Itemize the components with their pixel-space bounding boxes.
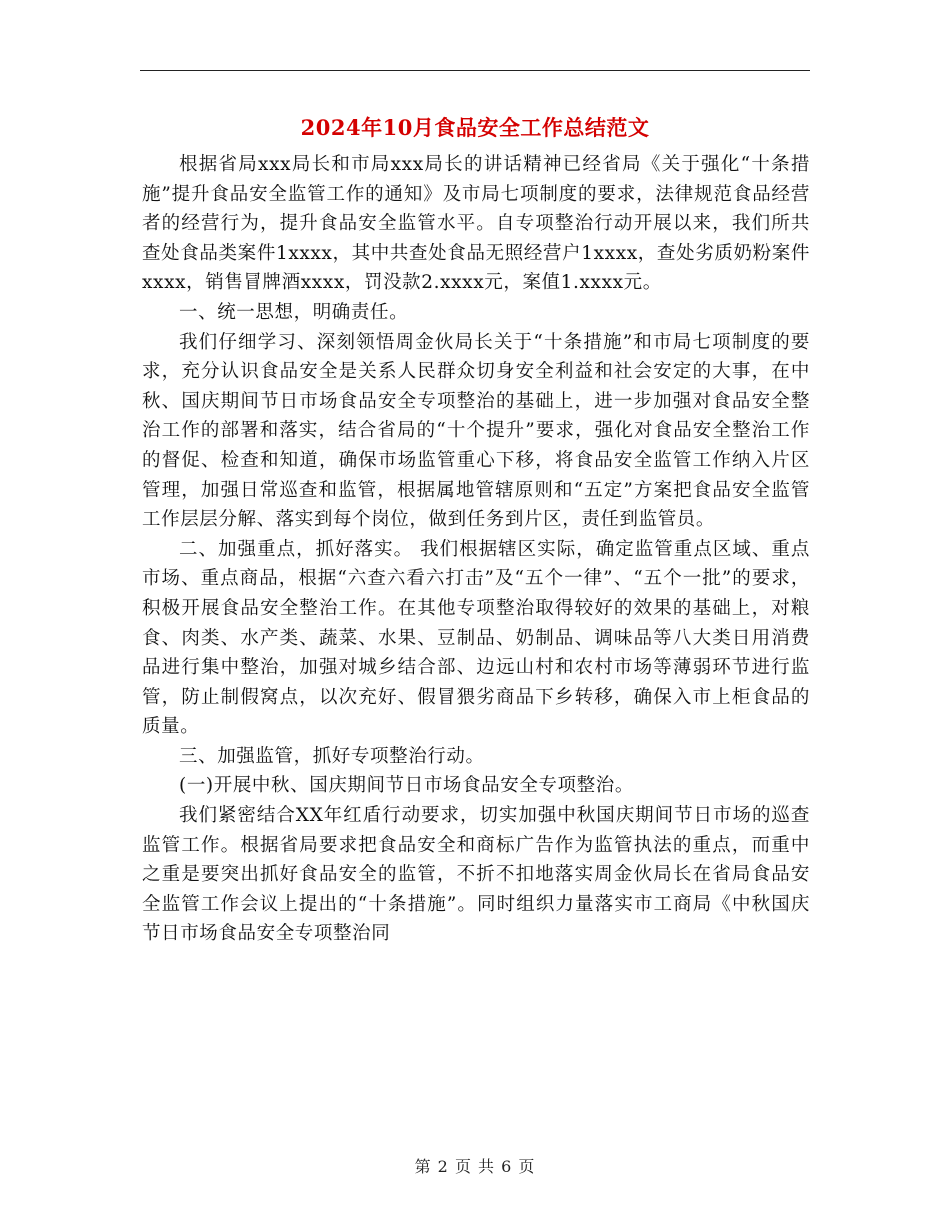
document-title: 2024年10月食品安全工作总结范文 [300, 115, 650, 140]
subsection-1-paragraph: 我们紧密结合XX年红盾行动要求，切实加强中秋国庆期间节日市场的巡查监管工作。根据省局要求把食品安全和商标广告作为监管执法的重点，而重中之重是要突出抓好食品安全的监管，不折不扣地落实周金伙局长在省局食品安全监管工作会议上提出的“十条措施”。同时组织力量落实市工商局《中秋国庆节日市场食品安全专项整治同 [142, 805, 810, 945]
section-heading-3: 三、加强监管，抓好专项整治行动。 [179, 745, 485, 767]
subsection-heading-1: (一)开展中秋、国庆期间节日市场食品安全专项整治。 [179, 775, 634, 797]
intro-paragraph: 根据省局xxx局长和市局xxx局长的讲话精神已经省局《关于强化“十条措施”提升食品安全监管工作的通知》及市局七项制度的要求，法律规范食品经营者的经营行为，提升食品安全监管水平。自专项整治行动开展以来，我们所共查处食品类案件1xxxx，其中共查处食品无照经营户1xxxx，查处劣质奶粉案件xxxx，销售冒牌酒xxxx，罚没款2.xxxx元，案值1.xxxx元。 [142, 154, 810, 294]
section-2-paragraph: 二、加强重点，抓好落实。 我们根据辖区实际，确定监管重点区域、重点市场、重点商品，根据“六查六看六打击”及“五个一律”、“五个一批”的要求，积极开展食品安全整治工作。在其他专项整治取得较好的效果的基础上，对粮食、肉类、水产类、蔬菜、水果、豆制品、奶制品、调味品等八大类日用消费品进行集中整治，加强对城乡结合部、边远山村和农村市场等薄弱环节进行监管，防止制假窝点，以次充好、假冒猥劣商品下乡转移，确保入市上柜食品的质量。 [142, 538, 810, 738]
page-number-footer: 第 2 页 共 6 页 [414, 1157, 536, 1176]
document-body [142, 150, 810, 949]
section-heading-1: 一、统一思想，明确责任。 [179, 301, 409, 323]
header-rule [140, 70, 810, 71]
section-1-paragraph: 我们仔细学习、深刻领悟周金伙局长关于“十条措施”和市局七项制度的要求，充分认识食品安全是关系人民群众切身安全利益和社会安定的大事，在中秋、国庆期间节日市场食品安全专项整治的基础上，进一步加强对食品安全整治工作的部署和落实，结合省局的“十个提升”要求，强化对食品安全整治工作的督促、检查和知道，确保市场监管重心下移，将食品安全监管工作纳入片区管理，加强日常巡查和监管，根据属地管辖原则和“五定”方案把食品安全监管工作层层分解、落实到每个岗位，做到任务到片区，责任到监管员。 [142, 331, 810, 531]
